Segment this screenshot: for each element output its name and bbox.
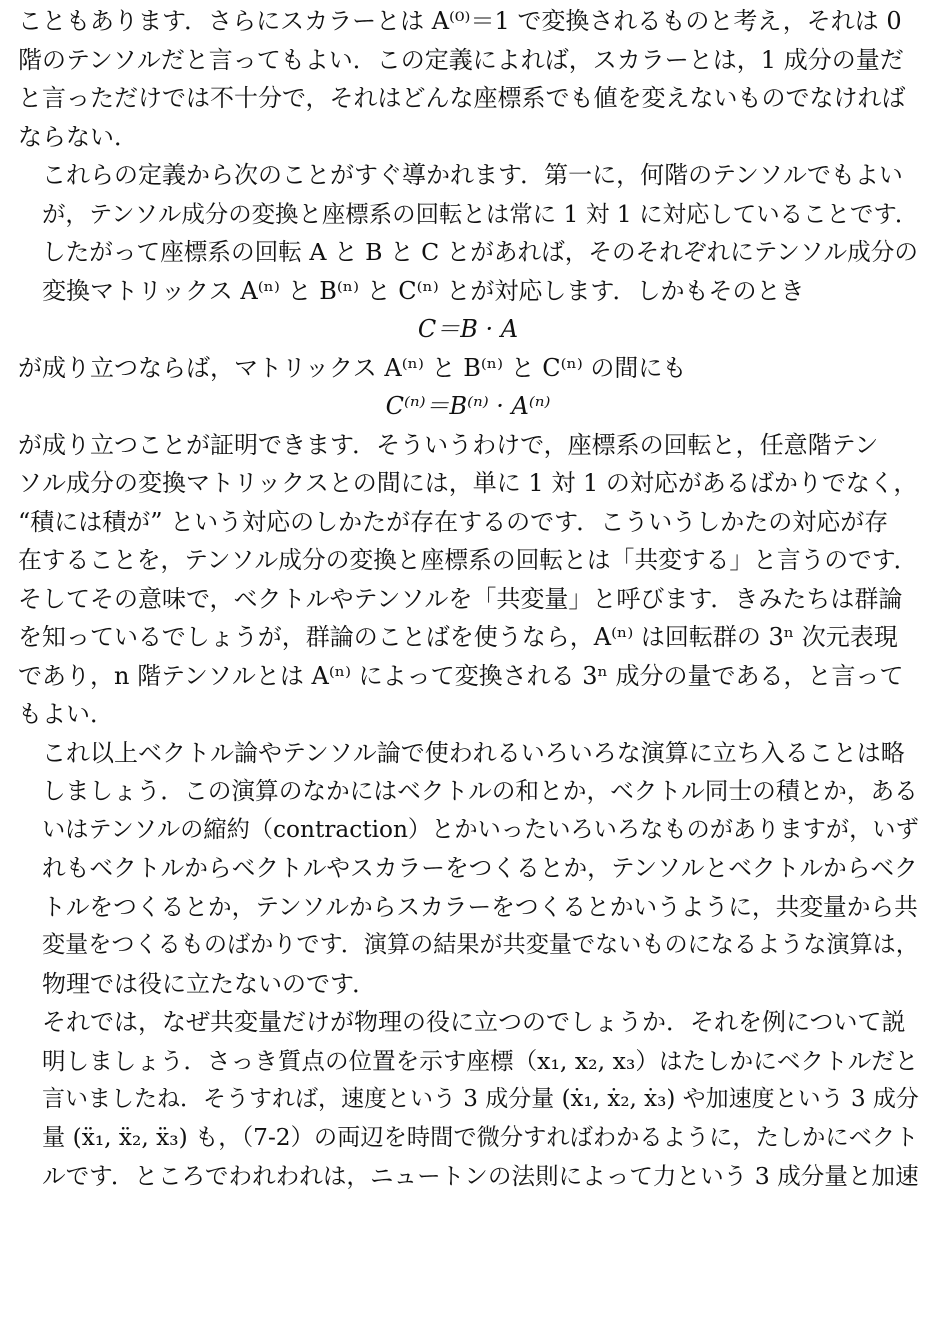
text-line: 階のテンソルだと言ってもよい．この定義によれば，スカラーとは，1 成分の量だ: [18, 45, 904, 74]
equation-matrix-composition: C⁽ⁿ⁾＝B⁽ⁿ⁾ · A⁽ⁿ⁾: [385, 392, 551, 420]
text-line: 物理では役に立たないのです．: [42, 969, 377, 998]
text-line: と言っただけでは不十分で，それはどんな座標系でも値を変えないものでなければ: [18, 84, 906, 112]
paragraph-3: [18, 349, 918, 388]
text-line: こともあります．さらにスカラーとは A⁽⁰⁾＝1 で変換されるものと考え，それは 0: [18, 7, 902, 35]
text-line: しましょう．この演算のなかにはベクトルの和とか，ベクトル同士の積とか，ある: [42, 777, 918, 805]
paragraph-4: [18, 426, 918, 734]
equation-rotation-composition: C＝B · A: [417, 315, 519, 343]
text-line: 量 (ẍ₁, ẍ₂, ẍ₃) も，（7-2）の両辺を時間で微分すればわかるように，たしかにベクト: [42, 1123, 919, 1151]
text-line: が成り立つことが証明できます．そういうわけで，座標系の回転と，任意階テン: [18, 430, 879, 459]
text-line: を知っているでしょうが，群論のことばを使うなら，A⁽ⁿ⁾ は回転群の 3ⁿ 次元表現: [18, 623, 898, 651]
text-line: 言いましたね．そうすれば，速度という 3 成分量 (ẋ₁, ẋ₂, ẋ₃) や加速度という 3 成分: [42, 1086, 919, 1112]
text-line: 変換マトリックス A⁽ⁿ⁾ と B⁽ⁿ⁾ と C⁽ⁿ⁾ とが対応します．しかもそのとき: [42, 276, 805, 305]
text-line: ソル成分の変換マトリックスとの間には，単に 1 対 1 の対応があるばかりでなく，: [18, 469, 918, 497]
text-line: が成り立つならば，マトリックス A⁽ⁿ⁾ と B⁽ⁿ⁾ と C⁽ⁿ⁾ の間にも: [18, 353, 687, 382]
text-line: が，テンソル成分の変換と座標系の回転とは常に 1 対 1 に対応していることです．: [42, 199, 919, 228]
paragraph-5: [18, 734, 918, 1004]
paragraph-1: [18, 2, 918, 156]
text-line: 変量をつくるものばかりです．演算の結果が共変量でないものになるような演算は，: [42, 932, 919, 958]
text-line: そしてその意味で，ベクトルやテンソルを「共変量」と呼びます．きみたちは群論: [18, 584, 903, 613]
paragraph-6: [18, 1003, 918, 1196]
paragraph-2: [18, 156, 918, 310]
text-line: れもベクトルからベクトルやスカラーをつくるとか，テンソルとベクトルからベク: [42, 854, 918, 882]
text-line: これ以上ベクトル論やテンソル論で使われるいろいろな演算に立ち入ることは略: [42, 738, 905, 767]
text-line: ルです．ところでわれわれは，ニュートンの法則によって力という 3 成分量と加速: [42, 1162, 919, 1190]
text-line: 在することを，テンソル成分の変換と座標系の回転とは「共変する」と言うのです．: [18, 546, 918, 574]
text-line: それでは，なぜ共変量だけが物理の役に立つのでしょうか．それを例について説: [42, 1008, 906, 1036]
text-line: ならない．: [18, 122, 138, 151]
text-line: であり，n 階テンソルとは A⁽ⁿ⁾ によって変換される 3ⁿ 成分の量である，と言って: [18, 661, 904, 690]
text-line: したがって座標系の回転 A と B と C とがあれば，そのそれぞれにテンソル成分の: [42, 238, 918, 266]
text-line: トルをつくるとか，テンソルからスカラーをつくるとかいうように，共変量から共: [42, 892, 918, 921]
text-line: 明しましょう．さっき質点の位置を示す座標（x₁, x₂, x₃）はたしかにベクトルだと: [42, 1046, 919, 1075]
text-line: “積には積が” という対応のしかたが存在するのです．こういうしかたの対応が存: [18, 507, 889, 536]
text-line: これらの定義から次のことがすぐ導かれます．第一に，何階のテンソルでもよい: [42, 161, 903, 189]
text-line: もよい．: [18, 700, 114, 728]
text-line: いはテンソルの縮約（contraction）とかいったいろいろなものがありますが，いず: [42, 815, 919, 843]
